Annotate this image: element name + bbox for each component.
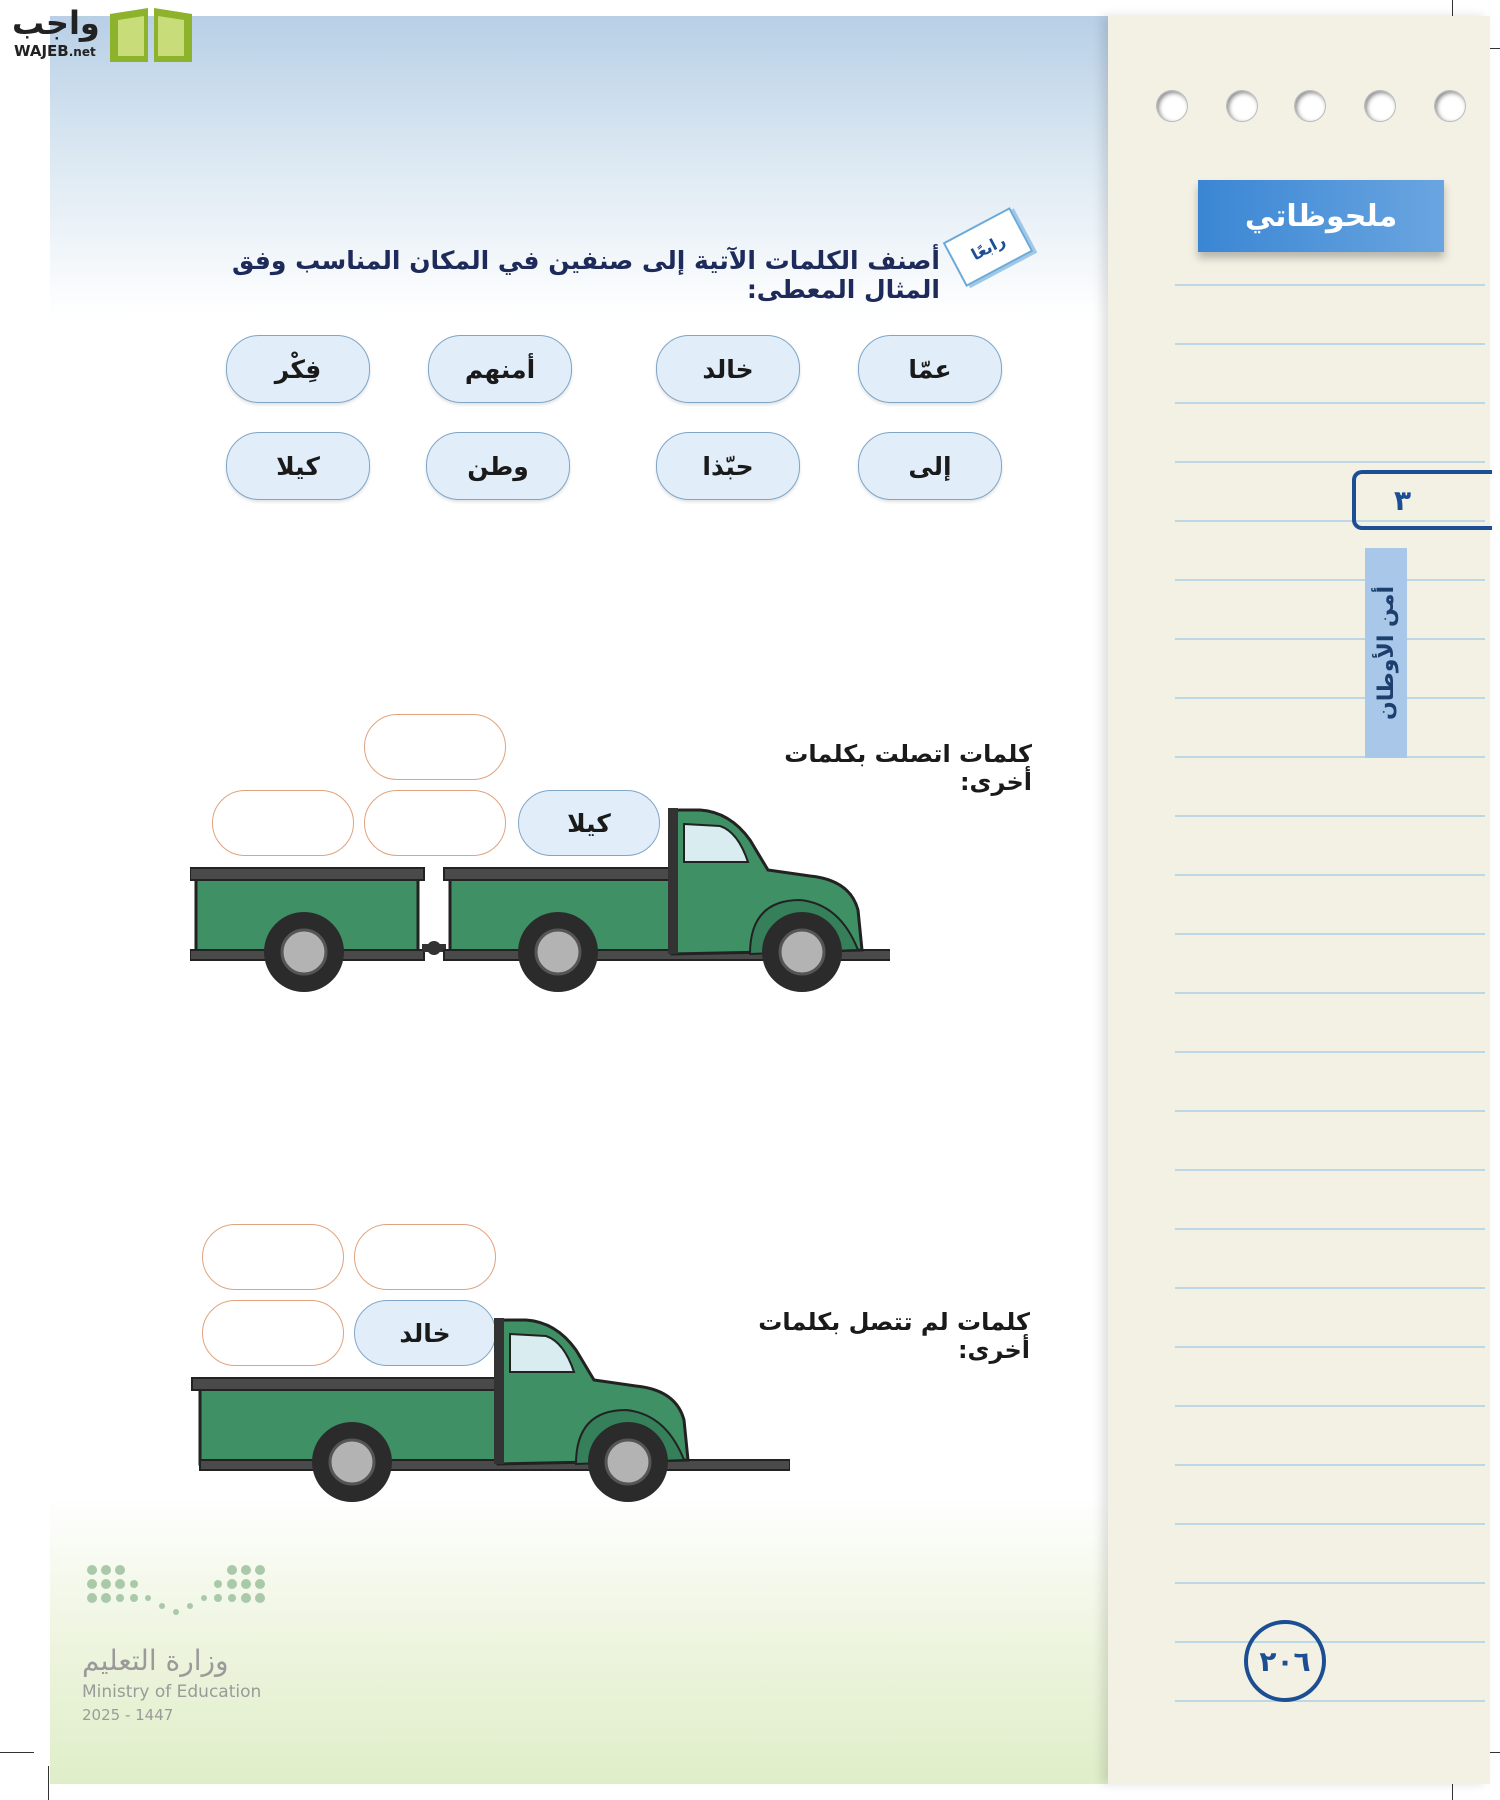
logo-latin-name: WAJEB [14,42,69,60]
ruled-line [1175,1405,1485,1407]
exercise-badge-label: رابعًا [967,230,1009,264]
unit-number-box [1352,470,1492,530]
not-connected-heading: كلمات لم تتصل بكلمات أخرى: [758,1308,1030,1364]
ruled-line [1175,933,1485,935]
exercise-instruction: أصنف الكلمات الآتية إلى صنفين في المكان المناسب وفق المثال المعطى: [232,246,940,304]
ruled-line [1175,874,1485,876]
connected-heading: كلمات اتصلت بكلمات أخرى: [784,740,1032,796]
ruled-line [1175,1523,1485,1525]
ruled-line [1175,284,1485,286]
answer-slot[interactable] [354,1224,496,1290]
unit-title-tab [1365,548,1407,758]
ruled-line [1175,756,1485,758]
crop-mark [0,1752,34,1753]
unit-title: أمن الأوطان [1373,586,1399,720]
word-chip[interactable]: وطن [426,432,570,500]
ruled-line [1175,1700,1485,1702]
binder-hole [1434,90,1466,122]
page-number-circle [1244,1620,1326,1702]
ruled-line [1175,992,1485,994]
ruled-line [1175,1464,1485,1466]
binder-hole [1156,90,1188,122]
ruled-line [1175,579,1485,581]
unit-number: ٣ [1394,483,1412,517]
ministry-logo-icon [82,1560,272,1640]
ruled-line [1175,1228,1485,1230]
logo-latin [14,42,96,60]
ruled-line [1175,1641,1485,1643]
ruled-line [1175,638,1485,640]
example-slot: كيلا [518,790,660,856]
ministry-arabic: وزارة التعليم [82,1644,229,1677]
answer-slot[interactable] [364,714,506,780]
notes-panel [1108,16,1490,1784]
ruled-line [1175,1051,1485,1053]
ministry-english: Ministry of Education [82,1682,262,1702]
ruled-line [1175,1169,1485,1171]
word-chip[interactable]: كيلا [226,432,370,500]
logo-latin-suffix: .net [68,45,96,59]
notes-title: ملحوظاتي [1244,198,1398,234]
binder-hole [1364,90,1396,122]
book-icon [106,4,196,66]
pickup-truck [190,1310,790,1520]
logo-arabic: واجب [12,4,100,42]
word-chip[interactable]: عمّا [858,335,1002,403]
ruled-line [1175,697,1485,699]
ruled-line [1175,1287,1485,1289]
ruled-line [1175,343,1485,345]
wajeb-logo [6,4,196,66]
example-slot: خالد [354,1300,496,1366]
answer-slot[interactable] [202,1224,344,1290]
ruled-line [1175,1110,1485,1112]
ruled-line [1175,1582,1485,1584]
ministry-year: 2025 - 1447 [82,1706,174,1724]
word-chip[interactable]: إلى [858,432,1002,500]
notes-title-tab [1198,180,1444,252]
ruled-line [1175,815,1485,817]
binder-hole [1226,90,1258,122]
ruled-line [1175,461,1485,463]
ruled-line [1175,402,1485,404]
word-chip[interactable]: حبّذا [656,432,800,500]
crop-mark [48,1766,49,1800]
page-number: ٢٠٦ [1259,1644,1311,1678]
word-chip[interactable]: خالد [656,335,800,403]
ruled-line [1175,1346,1485,1348]
truck-with-trailer [190,800,890,1010]
word-chip[interactable]: فِكْر [226,335,370,403]
word-chip[interactable]: أمنهم [428,335,572,403]
binder-hole [1294,90,1326,122]
